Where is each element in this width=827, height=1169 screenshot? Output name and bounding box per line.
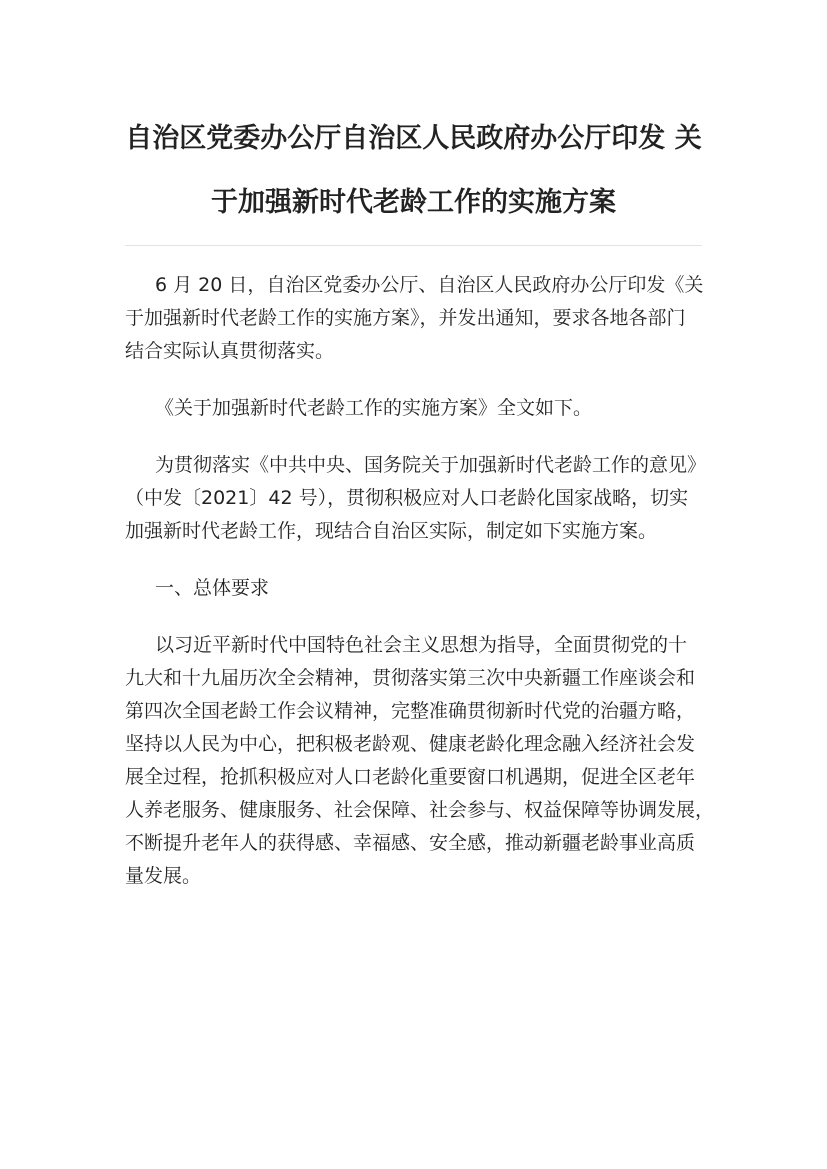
paragraph-purpose [125,449,707,548]
paragraph-line: 以习近平新时代中国特色社会主义思想为指导，全面贯彻党的十 [155,634,688,656]
title-divider [125,245,702,246]
paragraph-line: 结合实际认真贯彻落实。 [125,340,335,362]
paragraph-line: 不断提升老年人的获得感、幸福感、安全感，推动新疆老龄事业高质 [125,832,696,854]
paragraph-line: 人养老服务、健康服务、社会保障、社会参与、权益保障等协调发展， [125,799,715,821]
paragraph-line: 于加强新时代老龄工作的实施方案》，并发出通知，要求各地各部门 [125,307,686,329]
document-title-line-1: 自治区党委办公厅自治区人民政府办公厅印发 关 [125,123,702,154]
paragraph-line: （中发〔2021〕42 号），贯彻积极应对人口老龄化国家战略，切实 [125,487,689,509]
document-body [125,269,715,917]
paragraph-line: 6 月 20 日，自治区党委办公厅、自治区人民政府办公厅印发《关 [155,274,704,296]
paragraph-line: 坚持以人民为中心，把积极老龄观、健康老龄化理念融入经济社会发 [125,733,696,755]
paragraph-line: 加强新时代老龄工作，现结合自治区实际，制定如下实施方案。 [125,520,658,542]
paragraph-line: 展全过程，抢抓积极应对人口老龄化重要窗口机遇期，促进全区老年 [125,766,696,788]
document-title-line-2: 于加强新时代老龄工作的实施方案 [211,187,616,218]
paragraph-intro [125,269,702,368]
paragraph-line: 《关于加强新时代老龄工作的实施方案》全文如下。 [155,397,593,419]
paragraph-line: 量发展。 [125,865,202,887]
paragraph-line: 第四次全国老龄工作会议精神，完整准确贯彻新时代党的治疆方略， [125,700,696,722]
paragraph-line: 为贯彻落实《中共中央、国务院关于加强新时代老龄工作的意见》 [155,454,707,476]
paragraph-guiding-thought [125,629,715,893]
paragraph-fulltext-note [125,392,702,425]
section-heading: 一、总体要求 [155,577,270,599]
paragraph-line: 九大和十九届历次全会精神，贯彻落实第三次中央新疆工作座谈会和 [125,667,696,689]
section-heading-general-requirements [125,572,702,605]
